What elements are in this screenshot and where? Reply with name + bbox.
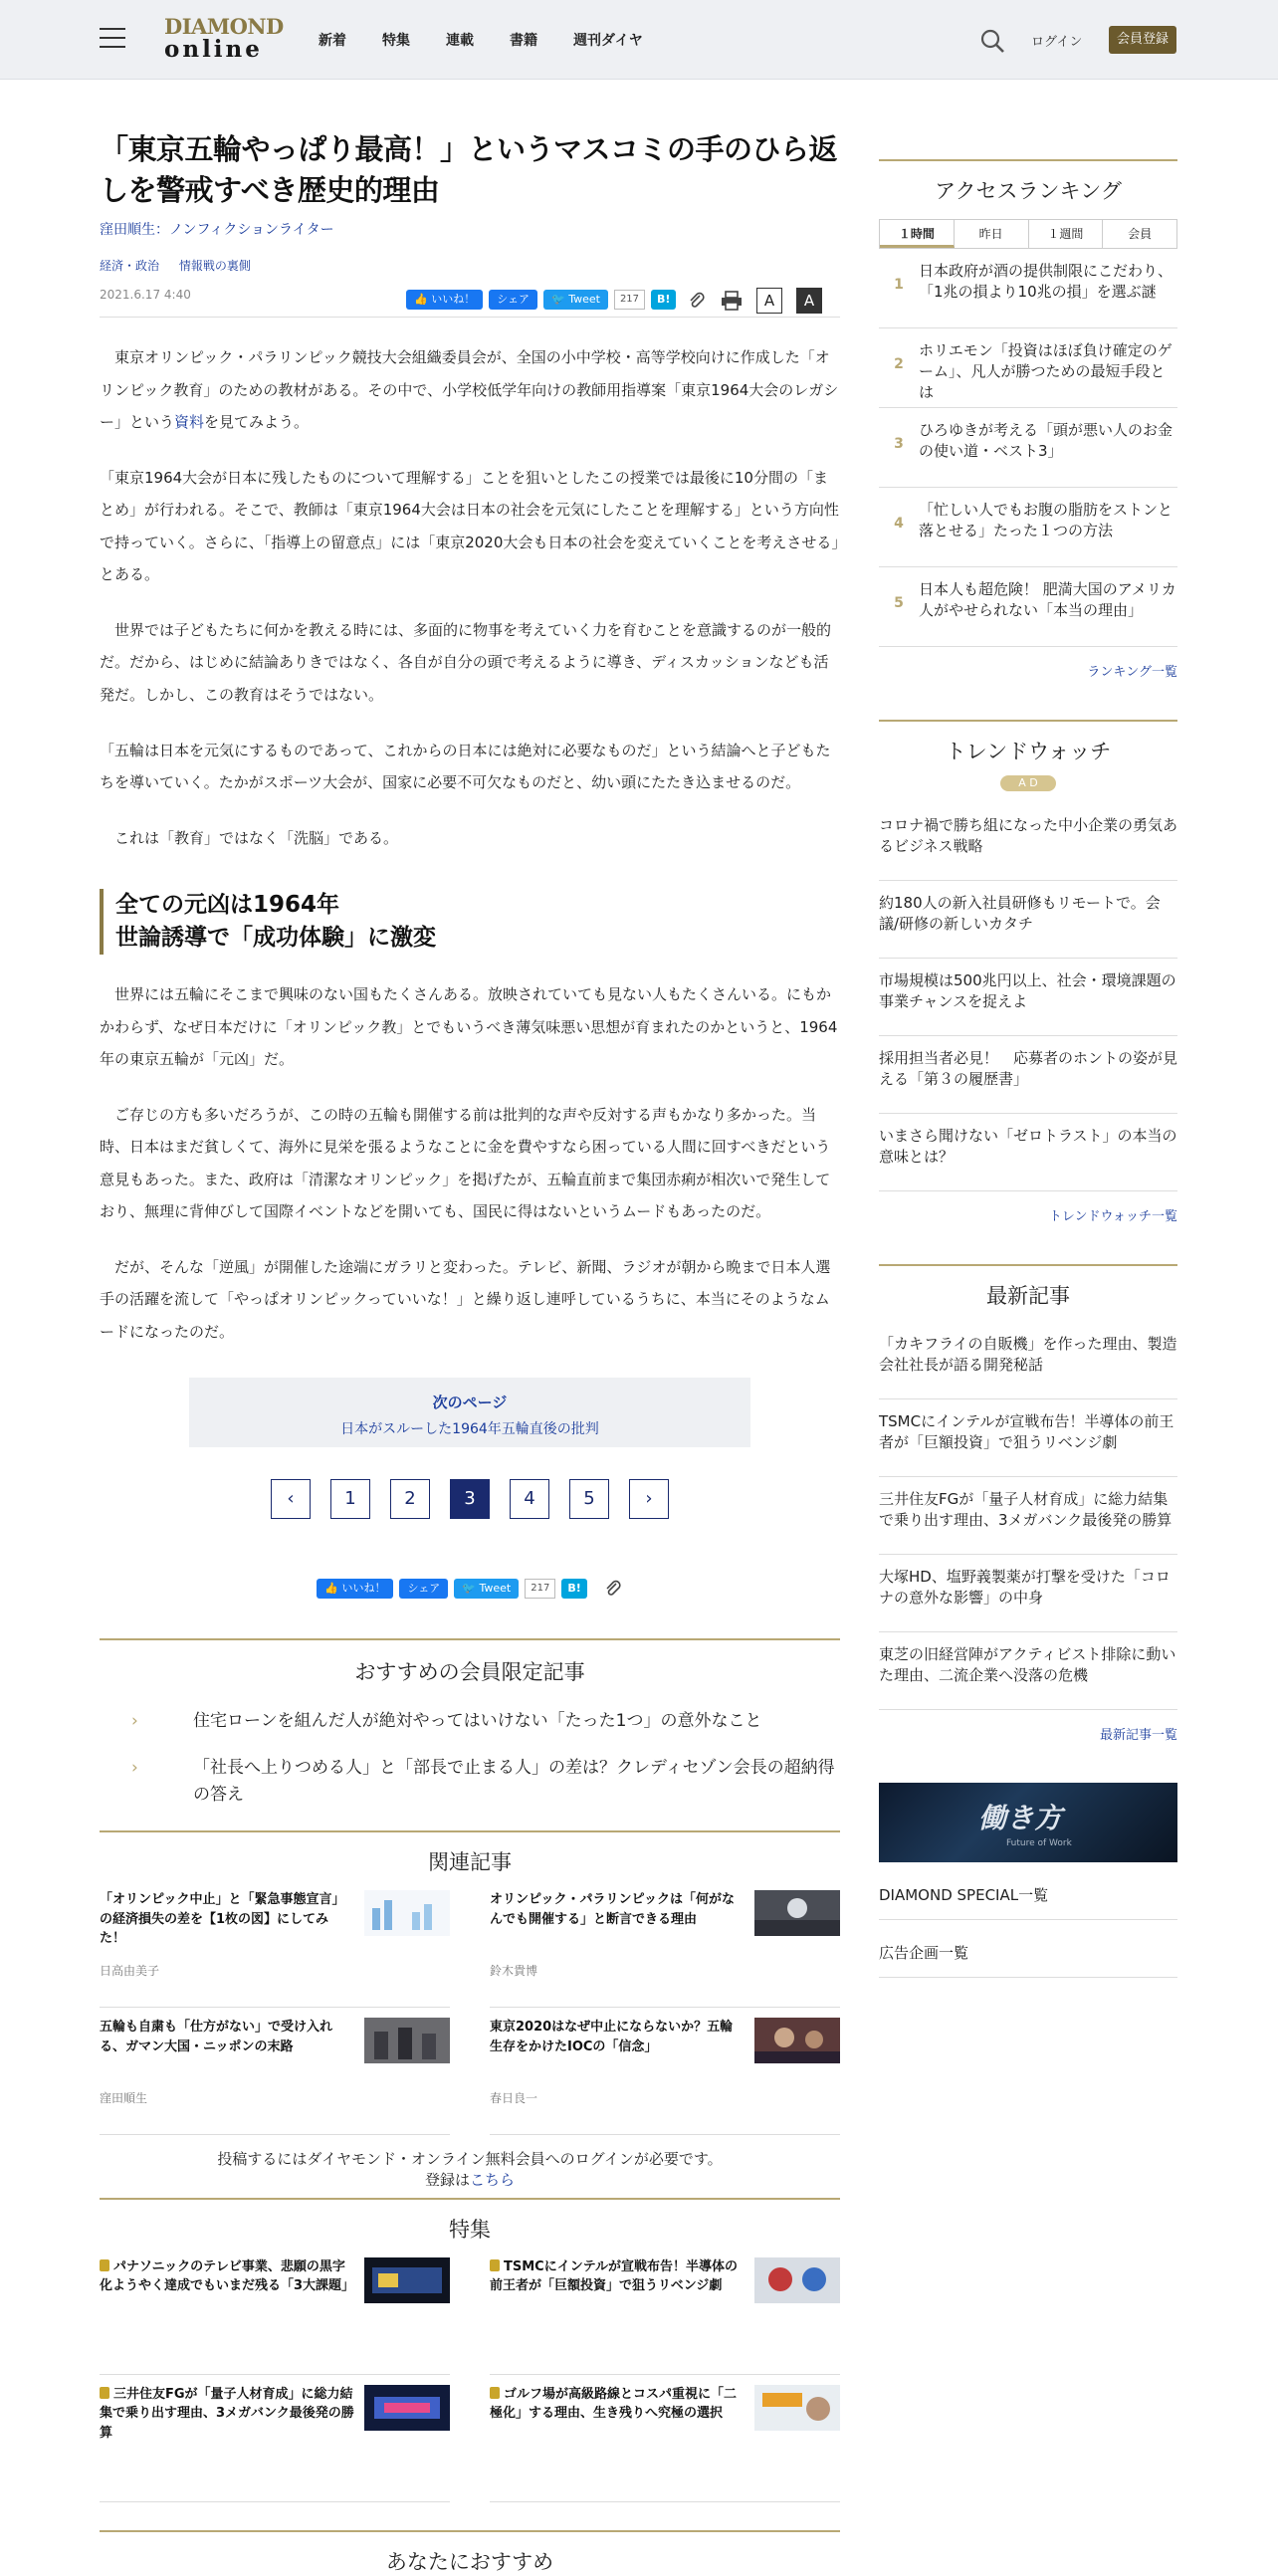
rank-title: 「忙しい人でもお腹の脂肪をストンと落とせる」たった１つの方法 xyxy=(919,501,1173,539)
tweet-button[interactable]: 🐦 Tweet xyxy=(543,290,608,310)
next-page-box[interactable] xyxy=(189,1378,750,1447)
trend-item[interactable]: いまさら聞けない「ゼロトラスト」の本当の意味とは？ xyxy=(879,1114,1177,1191)
paragraph: だが、そんな「逆風」が開催した途端にガラリと変わった。テレビ、新聞、ラジオが朝から晩まで日本人選手の活躍を流して「やっぱオリンピックっていいな！」と繰り返し連呼しているうちに、本当にそのようなムードになったのだ。 xyxy=(100,1258,831,1341)
trend-more-link[interactable]: トレンドウォッチ一覧 xyxy=(1048,1209,1177,1224)
paragraph: 世界には五輪にそこまで興味のない国もたくさんある。放映されていても見ない人もたくさんいる。にもかかわらず、なぜ日本だけに「オリンピック教」とでもいうべき薄気味悪い思想が育まれたのかというと、1964年の東京五輪が「元凶」だ。 xyxy=(100,985,838,1068)
feature-thumbnail xyxy=(754,2385,840,2431)
related-article-card[interactable] xyxy=(100,2018,450,2135)
page-1[interactable]: 1 xyxy=(330,1479,370,1519)
related-articles-section xyxy=(100,1830,840,2145)
card-author: 日高由美子 xyxy=(100,1964,160,1979)
recommended-item-title: 住宅ローンを組んだ人が絶対やってはいけない「たった1つ」の意外なこと xyxy=(193,1710,762,1731)
nav-rensai[interactable]: 連載 xyxy=(446,33,474,49)
card-title: 五輪も自粛も「仕方がない」で受け入れる、ガマン大国・ニッポンの末路 xyxy=(100,2020,333,2054)
category-link[interactable]: 経済・政治 xyxy=(100,259,160,274)
ranking-item[interactable] xyxy=(879,328,1177,408)
page-3-current[interactable]: 3 xyxy=(450,1479,490,1519)
feature-thumbnail xyxy=(364,2257,450,2303)
card-title: TSMCにインテルが宣戦布告！半導体の前王者が「巨額投資」で狙うリベンジ劇 xyxy=(490,2258,739,2294)
hatena-bookmark-button[interactable]: B! xyxy=(561,1579,586,1599)
login-message-text: 登録は xyxy=(424,2170,470,2189)
lock-icon xyxy=(490,2259,500,2271)
article-title: 「東京五輪やっぱり最高！」というマスコミの手のひら返しを警戒すべき歴史的理由 xyxy=(100,132,838,208)
feature-card[interactable] xyxy=(490,2385,840,2502)
hatena-count: 217 xyxy=(525,1579,555,1599)
main-nav xyxy=(319,30,679,50)
related-article-card[interactable] xyxy=(490,2018,840,2135)
next-page-button[interactable]: › xyxy=(629,1479,669,1519)
trend-watch xyxy=(879,720,1177,1224)
tab-1hour[interactable]: １時間 xyxy=(880,220,955,248)
section-title: あなたにおすすめ xyxy=(385,2549,554,2574)
ranking-item[interactable] xyxy=(879,567,1177,647)
facebook-like-button[interactable]: 👍 いいね！ xyxy=(406,290,483,310)
future-of-work-banner[interactable] xyxy=(879,1783,1177,1862)
pagination xyxy=(100,1479,840,1519)
category-link[interactable]: 情報戦の裏側 xyxy=(178,259,251,274)
rank-title: ひろゆきが考える「頭が悪い人のお金の使い道・ベスト3」 xyxy=(919,421,1173,460)
for-you-section xyxy=(100,2530,840,2576)
prev-page-button[interactable]: ‹ xyxy=(271,1479,311,1519)
section-heading xyxy=(100,889,840,956)
page-2[interactable]: 2 xyxy=(390,1479,430,1519)
recommended-item[interactable] xyxy=(100,1708,840,1735)
feature-card[interactable] xyxy=(100,2257,450,2375)
nav-weekly[interactable]: 週刊ダイヤ xyxy=(573,33,643,49)
lock-icon xyxy=(100,2387,109,2399)
trend-item[interactable]: コロナ禍で勝ち組になった中小企業の勇気あるビジネス戦略 xyxy=(879,803,1177,881)
tab-members[interactable]: 会員 xyxy=(1128,227,1153,241)
article-author[interactable]: 窪田順生：ノンフィクションライター xyxy=(100,222,334,239)
font-large-button[interactable]: A xyxy=(796,288,822,314)
banner-subtitle: Future of Work xyxy=(1006,1838,1072,1848)
feature-card[interactable] xyxy=(100,2385,450,2502)
latest-item[interactable]: 東芝の旧経営陣がアクティビスト排除に動いた理由、二流企業へ没落の危機 xyxy=(879,1632,1177,1710)
diamond-special-link[interactable]: DIAMOND SPECIAL一覧 xyxy=(879,1862,1177,1920)
ranking-item[interactable] xyxy=(879,488,1177,567)
tab-yesterday[interactable]: 昨日 xyxy=(955,220,1029,248)
banner-title: 働き方 xyxy=(978,1802,1063,1834)
ad-badge: A D xyxy=(1000,775,1056,791)
register-button[interactable]: 会員登録 xyxy=(1109,26,1176,54)
site-logo[interactable] xyxy=(164,14,284,64)
feature-thumbnail xyxy=(364,2385,450,2431)
clip-icon[interactable] xyxy=(603,1579,623,1599)
logo-text-online: online xyxy=(164,36,263,63)
latest-item[interactable]: 大塚HD、塩野義製薬が打撃を受けた「コロナの意外な影響」の中身 xyxy=(879,1555,1177,1632)
sidebar xyxy=(879,159,1177,1978)
card-title: ゴルフ場が高級路線とコスパ重視に「二極化」する理由、生き残りへ究極の選択 xyxy=(490,2386,738,2422)
nav-new[interactable]: 新着 xyxy=(319,33,346,49)
page-5[interactable]: 5 xyxy=(569,1479,609,1519)
section-title: トレンドウォッチ xyxy=(945,740,1112,763)
ranking-item[interactable] xyxy=(879,249,1177,328)
photo-thumbnail xyxy=(754,2018,840,2063)
card-title: 「オリンピック中止」と「緊急事態宣言」の経済損失の差を【1枚の図】にしてみた！ xyxy=(100,1892,345,1947)
recommended-item-title: 「社長へ上りつめる人」と「部長で止まる人」の差は？クレディセゾン会長の超納得の答え xyxy=(193,1757,835,1806)
photo-thumbnail xyxy=(364,2018,450,2063)
site-header xyxy=(0,0,1278,80)
photo-thumbnail xyxy=(754,1890,840,1936)
paragraph: ご存じの方も多いだろうが、この時の五輪も開催する前は批判的な声や反対する声もかなり多かった。当時、日本はまだ貧しくて、海外に見栄を張るようなことに金を費やすなら困っている人間に回すべきだという意見もあった。また、政府は「清潔なオリンピック」を掲げたが、五輪直前まで集団赤痢が相次いで発生しており、無理に背伸びして国際イベントなどを開いても、国民に得はないというムードもあったのだ。 xyxy=(100,1106,831,1220)
section-title: 関連記事 xyxy=(428,1850,512,1875)
card-title: 三井住友FGが「量子人材育成」に総力結集で乗り出す理由、3メガバンク最後発の勝算 xyxy=(100,2386,354,2441)
card-title: オリンピック・パラリンピックは「何がなんでも開催する」と断言できる理由 xyxy=(490,1892,735,1927)
latest-item[interactable]: 「カキフライの自販機」を作った理由、製造会社社長が語る開発秘話 xyxy=(879,1322,1177,1399)
print-icon[interactable] xyxy=(721,291,743,311)
feature-thumbnail xyxy=(754,2257,840,2303)
paragraph: 世界では子どもたちに何かを教える時には、多面的に物事を考えていく力を育むことを意識するのが一般的だ。だから、はじめに結論ありきではなく、各自が自分の頭で考えるように導き、ディスカッションなども活発だ。しかし、この教育はそうではない。 xyxy=(100,621,832,704)
login-message-text: 投稿するにはダイヤモンド・オンライン無料会員へのログインが必要です。 xyxy=(217,2150,723,2169)
facebook-share-button[interactable]: シェア xyxy=(489,290,537,310)
related-article-card[interactable] xyxy=(100,1890,450,2008)
ad-plan-link[interactable]: 広告企画一覧 xyxy=(879,1920,1177,1978)
ranking-tabs xyxy=(879,219,1177,249)
ranking-more-link[interactable]: ランキング一覧 xyxy=(1087,665,1177,680)
latest-more-link[interactable]: 最新記事一覧 xyxy=(1099,1728,1177,1743)
section-title: 特集 xyxy=(449,2217,491,2242)
rank-number: 1 xyxy=(894,277,904,293)
access-ranking xyxy=(879,159,1177,680)
section-title: おすすめの会員限定記事 xyxy=(354,1659,585,1684)
login-link[interactable]: ログイン xyxy=(1031,35,1083,50)
card-title: 東京2020はなぜ中止にならないか？五輪生存をかけたIOCの「信念」 xyxy=(490,2020,734,2054)
like-label: いいね！ xyxy=(341,1581,386,1595)
paragraph: これは「教育」ではなく「洗脳」である。 xyxy=(114,829,399,848)
chevron-right-icon: › xyxy=(131,1757,138,1778)
tweet-button[interactable]: 🐦 Tweet xyxy=(454,1579,519,1599)
paragraph: 「五輪は日本を元気にするものであって、これからの日本には絶対に必要なものだ」という結論へと子どもたちを導いていく。たかがスポーツ大会が、国家に必要不可欠なものだと、幼い頭にたたき込ませるのだ。 xyxy=(100,741,831,792)
card-title: パナソニックのテレビ事業、悲願の黒字化ようやく達成でもいまだ残る「3大課題」 xyxy=(100,2258,355,2294)
rank-title: ホリエモン「投資はほぼ負け確定のゲーム」、凡人が勝つための最短手段とは xyxy=(919,341,1172,401)
trend-item[interactable]: 採用担当者必見！ 応募者のホントの姿が見える「第３の履歴書」 xyxy=(879,1036,1177,1114)
nav-books[interactable]: 書籍 xyxy=(510,33,537,49)
hatena-count: 217 xyxy=(614,290,645,310)
nav-tokushu[interactable]: 特集 xyxy=(382,33,410,49)
search-icon[interactable] xyxy=(979,28,1005,54)
rank-number: 5 xyxy=(894,595,904,611)
source-link[interactable]: 資料 xyxy=(174,412,205,431)
clip-icon[interactable] xyxy=(687,291,707,311)
lock-icon xyxy=(100,2259,109,2271)
section-heading-line: 世論誘導で「成功体験」に激変 xyxy=(115,924,436,951)
chevron-right-icon: › xyxy=(131,1710,138,1731)
recommended-members-section xyxy=(100,1638,840,1810)
section-title: アクセスランキング xyxy=(935,179,1122,203)
rank-title: 日本政府が酒の提供制限にこだわり、「1兆の損より10兆の損」を選ぶ謎 xyxy=(919,262,1173,301)
latest-articles xyxy=(879,1264,1177,1743)
related-article-card[interactable] xyxy=(490,1890,840,2008)
recommended-item[interactable] xyxy=(100,1755,840,1809)
article-tools xyxy=(687,288,822,314)
card-author: 鈴木貴博 xyxy=(490,1964,538,1979)
hatena-bookmark-button[interactable]: B! xyxy=(651,290,676,310)
section-title: 最新記事 xyxy=(986,1284,1070,1308)
paragraph: 「東京1964大会が日本に残したものについて理解する」ことを狙いとしたこの授業では最後に10分間の「まとめ」が行われる。そこで、教師は「東京1964大会は日本の社会を元気にしたことを理解する」という方向性で持っていく。さらに、「指導上の留意点」には「東京2020大会も日本の社会を変えていくことを考えさせる」とある。 xyxy=(100,469,839,583)
rank-number: 3 xyxy=(894,436,904,452)
lock-icon xyxy=(490,2387,500,2399)
next-page-title: 日本がスルーした1964年五輪直後の批判 xyxy=(340,1420,599,1437)
article-column xyxy=(100,129,840,2576)
font-normal-button[interactable]: A xyxy=(756,288,782,314)
card-author: 窪田順生 xyxy=(100,2091,148,2106)
tweet-label: Tweet xyxy=(479,1581,512,1595)
article-date: 2021.6.17 4:40 xyxy=(100,288,191,303)
trend-item[interactable]: 約180人の新入社員研修もリモートで。会議/研修の新しいカタチ xyxy=(879,881,1177,959)
article-meta xyxy=(100,288,840,318)
rank-number: 2 xyxy=(894,356,904,372)
trend-item[interactable]: 市場規模は500兆円以上、社会・環境課題の事業チャンスを捉えよ xyxy=(879,959,1177,1036)
tab-1week[interactable]: １週間 xyxy=(1029,220,1104,248)
article-categories xyxy=(100,257,840,274)
next-page-label: 次のページ xyxy=(432,1393,508,1411)
card-author: 春日良一 xyxy=(490,2091,538,2106)
feature-card[interactable] xyxy=(490,2257,840,2375)
facebook-like-button[interactable]: 👍 いいね！ xyxy=(317,1579,393,1599)
rank-number: 4 xyxy=(894,516,904,532)
tweet-label: Tweet xyxy=(568,293,600,307)
menu-icon[interactable] xyxy=(100,28,125,50)
facebook-share-button[interactable]: シェア xyxy=(399,1579,448,1599)
latest-item[interactable]: 三井住友FGが「量子人材育成」に総力結集で乗り出す理由、3メガバンク最後発の勝算 xyxy=(879,1477,1177,1555)
chart-thumbnail xyxy=(364,1890,450,1936)
article-body xyxy=(100,341,840,1347)
latest-item[interactable]: TSMCにインテルが宣戦布告！半導体の前王者が「巨額投資」で狙うリベンジ劇 xyxy=(879,1399,1177,1477)
feature-section xyxy=(100,2198,840,2512)
social-buttons-bottom xyxy=(100,1579,840,1599)
section-heading-line: 全ての元凶は1964年 xyxy=(115,891,340,918)
social-buttons xyxy=(406,290,676,310)
like-label: いいね！ xyxy=(431,293,476,307)
paragraph-text: を見てみよう。 xyxy=(204,412,310,431)
logo-text-diamond: DIAMOND xyxy=(164,14,284,39)
paragraph-text: 東京オリンピック・パラリンピック競技大会組織委員会が、全国の小中学校・高等学校向けに作成した「オリンピック教育」のための教材がある。その中で、小学校低学年向けの教師用指導案「東京1964大会のレガシー」という xyxy=(100,348,839,431)
ranking-item[interactable] xyxy=(879,408,1177,488)
page-4[interactable]: 4 xyxy=(510,1479,549,1519)
comment-login-message xyxy=(100,2149,840,2190)
paragraph xyxy=(100,341,840,438)
rank-title: 日本人も超危険！ 肥満大国のアメリカ人がやせられない「本当の理由」 xyxy=(919,580,1176,619)
register-here-link[interactable]: こちら xyxy=(470,2170,516,2189)
